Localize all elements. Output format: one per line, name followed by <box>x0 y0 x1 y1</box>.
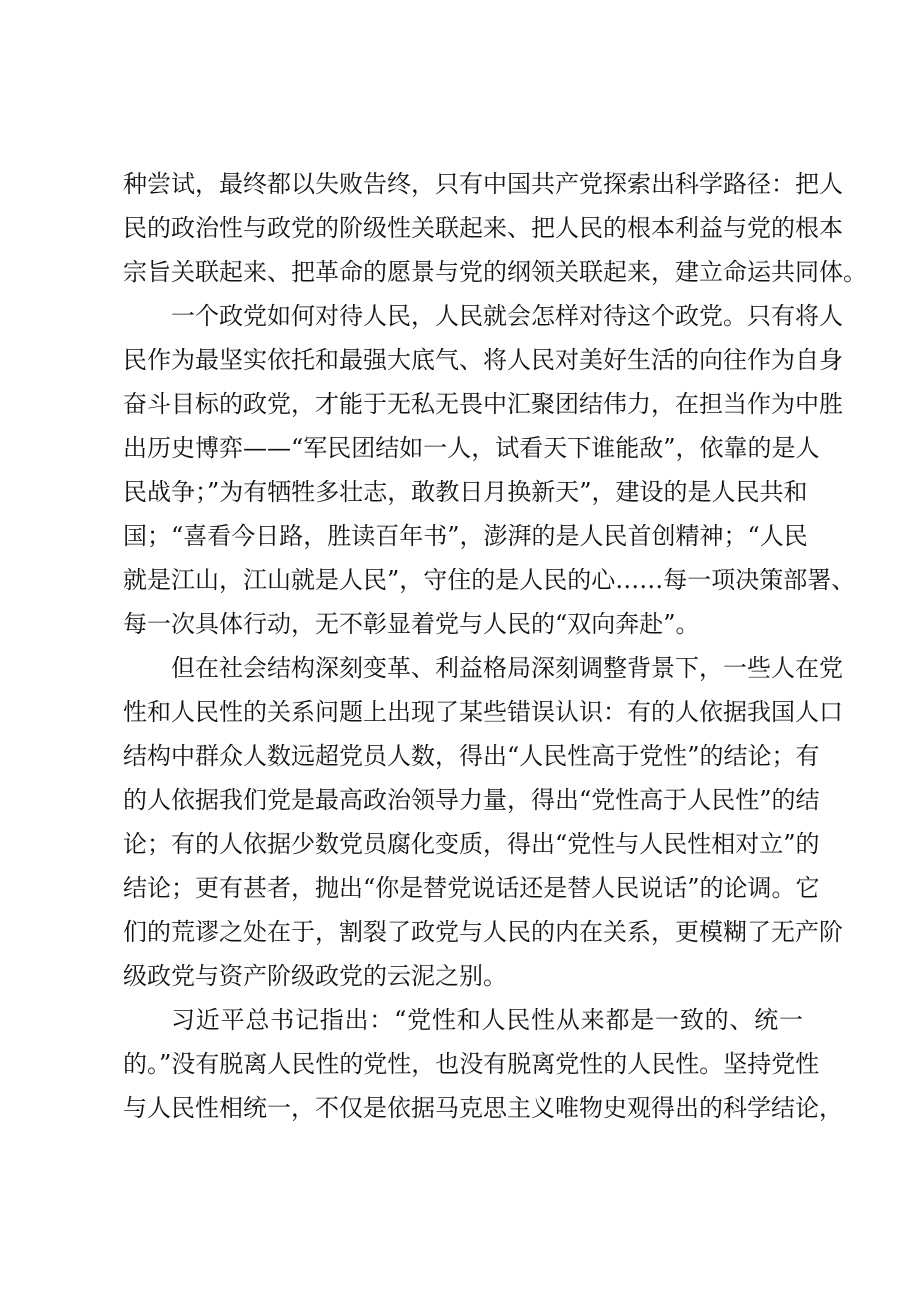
paragraph-1-line-1: 种尝试，最终都以失败告终，只有中国共产党探索出科学路径：把人 <box>123 170 843 198</box>
paragraph-2-line-8: 每一次具体行动，无不彰显着党与人民的“双向奔赴”。 <box>123 610 700 638</box>
paragraph-3-line-6: 结论；更有甚者，抛出“你是替党说话还是替人民说话”的论调。它 <box>123 874 820 902</box>
paragraph-2-line-5: 民战争；”为有牺牲多壮志，敢教日月换新天”，建设的是人民共和 <box>123 478 808 506</box>
paragraph-2-line-1: 一个政党如何对待人民，人民就会怎样对待这个政党。只有将人 <box>171 302 843 330</box>
paragraph-3-line-4: 的人依据我们党是最高政治领导力量，得出“党性高于人民性”的结 <box>123 786 820 814</box>
paragraph-2-line-6: 国；“喜看今日路，胜读百年书”，澎湃的是人民首创精神；“人民 <box>123 522 808 550</box>
paragraph-3-line-1: 但在社会结构深刻变革、利益格局深刻调整背景下，一些人在党 <box>171 654 843 682</box>
paragraph-4-line-2: 的。”没有脱离人民性的党性，也没有脱离党性的人民性。坚持党性 <box>123 1050 820 1078</box>
paragraph-4-line-3: 与人民性相统一，不仅是依据马克思主义唯物史观得出的科学结论， <box>123 1094 843 1122</box>
paragraph-4-line-1: 习近平总书记指出：“党性和人民性从来都是一致的、统一 <box>171 1006 803 1034</box>
paragraph-2-line-2: 民作为最坚实依托和最强大底气、将人民对美好生活的向往作为自身 <box>123 346 843 374</box>
paragraph-1-line-3: 宗旨关联起来、把革命的愿景与党的纲领关联起来，建立命运共同体。 <box>123 258 867 286</box>
paragraph-2-line-7: 就是江山，江山就是人民”，守住的是人民的心……每一项决策部署、 <box>123 566 856 594</box>
paragraph-3-line-7: 们的荒谬之处在于，割裂了政党与人民的内在关系，更模糊了无产阶 <box>123 918 843 946</box>
paragraph-2-line-4: 出历史博弈——“军民团结如一人，试看天下谁能敌”，依靠的是人 <box>123 434 820 462</box>
paragraph-3-line-8: 级政党与资产阶级政党的云泥之别。 <box>123 962 507 990</box>
paragraph-3-line-5: 论；有的人依据少数党员腐化变质，得出“党性与人民性相对立”的 <box>123 830 820 858</box>
paragraph-1-line-2: 民的政治性与政党的阶级性关联起来、把人民的根本利益与党的根本 <box>123 214 843 242</box>
paragraph-2-line-3: 奋斗目标的政党，才能于无私无畏中汇聚团结伟力，在担当作为中胜 <box>123 390 843 418</box>
paragraph-3-line-3: 结构中群众人数远超党员人数，得出“人民性高于党性”的结论；有 <box>123 742 820 770</box>
paragraph-3-line-2: 性和人民性的关系问题上出现了某些错误认识：有的人依据我国人口 <box>123 698 843 726</box>
